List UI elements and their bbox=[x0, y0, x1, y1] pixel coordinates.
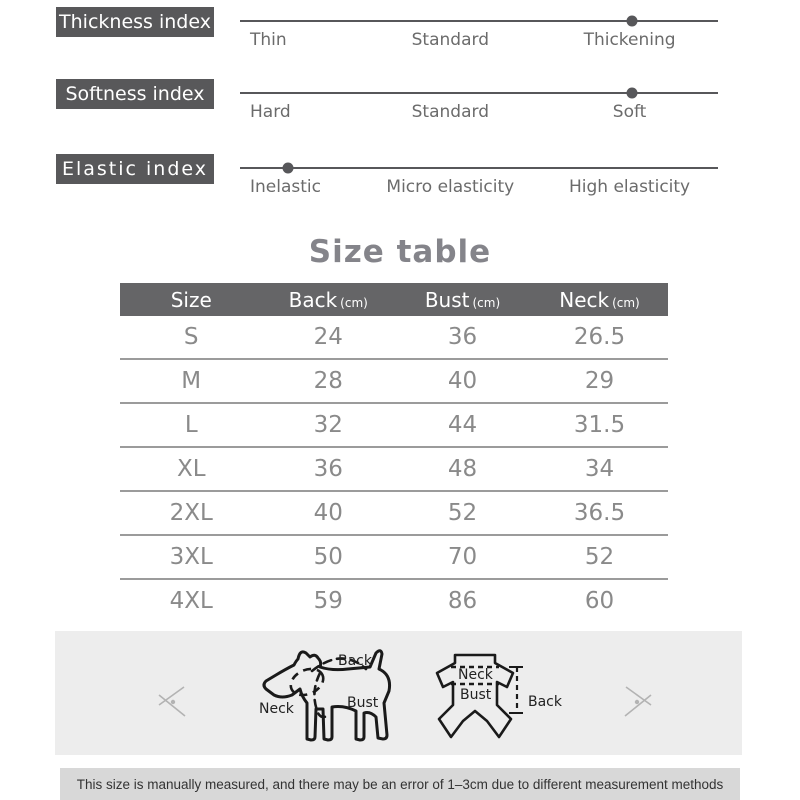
garment-back-label: Back bbox=[528, 694, 562, 710]
column-header-size: Size bbox=[170, 287, 212, 312]
garment-bust-label: Bust bbox=[460, 687, 492, 703]
scale-option: Soft bbox=[612, 102, 647, 122]
decorative-cross-right-icon bbox=[620, 682, 656, 720]
value-cell: 36 bbox=[447, 324, 478, 350]
size-table-title: Size table bbox=[308, 234, 492, 270]
garment-neck-label: Neck bbox=[458, 667, 493, 683]
value-cell: 26.5 bbox=[573, 324, 626, 350]
dog-bust-label: Bust bbox=[347, 695, 379, 711]
scale-track bbox=[240, 92, 718, 94]
softness-index-row bbox=[0, 72, 800, 144]
value-cell: 31.5 bbox=[573, 412, 626, 438]
scale-option: Standard bbox=[411, 102, 489, 122]
softness-scale bbox=[240, 72, 718, 144]
table-row bbox=[120, 446, 668, 490]
value-cell: 40 bbox=[447, 368, 478, 394]
scale-option: Thin bbox=[250, 30, 287, 50]
scale-option: Hard bbox=[250, 102, 291, 122]
decorative-cross-left-icon bbox=[154, 682, 190, 720]
size-cell: 4XL bbox=[169, 588, 213, 614]
value-cell: 44 bbox=[447, 412, 478, 438]
column-header-neck: Neck (cm) bbox=[559, 287, 640, 312]
value-cell: 28 bbox=[313, 368, 343, 394]
table-row bbox=[120, 316, 668, 358]
value-cell: 52 bbox=[447, 500, 478, 526]
value-cell: 60 bbox=[584, 588, 615, 614]
scale-option: Standard bbox=[411, 30, 489, 50]
thickness-index-label: Thickness index bbox=[56, 7, 214, 37]
thickness-index-row bbox=[0, 0, 800, 72]
scale-options bbox=[240, 177, 718, 201]
value-cell: 59 bbox=[313, 588, 343, 614]
size-cell: S bbox=[183, 324, 199, 350]
elastic-scale bbox=[240, 147, 718, 219]
value-cell: 34 bbox=[584, 456, 615, 482]
scale-track bbox=[240, 167, 718, 169]
scale-options bbox=[240, 30, 718, 54]
scale-dot bbox=[282, 163, 293, 174]
table-row bbox=[120, 534, 668, 578]
scale-dot bbox=[626, 88, 637, 99]
size-cell: M bbox=[181, 368, 202, 394]
size-cell: 3XL bbox=[169, 544, 213, 570]
column-header-back: Back (cm) bbox=[288, 287, 368, 312]
scale-dot bbox=[626, 16, 637, 27]
value-cell: 36.5 bbox=[573, 500, 626, 526]
scale-option: Thickening bbox=[583, 30, 676, 50]
size-table bbox=[120, 283, 668, 622]
table-row bbox=[120, 578, 668, 622]
dog-neck-label: Neck bbox=[259, 701, 294, 717]
elastic-index-label: Elastic index bbox=[56, 154, 214, 184]
table-row bbox=[120, 358, 668, 402]
value-cell: 32 bbox=[313, 412, 343, 438]
dog-back-label: Back bbox=[338, 653, 372, 669]
value-cell: 70 bbox=[447, 544, 478, 570]
column-header-bust: Bust (cm) bbox=[424, 287, 501, 312]
size-cell: L bbox=[184, 412, 198, 438]
size-cell: XL bbox=[176, 456, 206, 482]
table-row bbox=[120, 490, 668, 534]
size-table-rows bbox=[120, 316, 668, 622]
value-cell: 86 bbox=[447, 588, 478, 614]
footer-note: This size is manually measured, and there may be an error of 1–3cm due to different measurement methods bbox=[60, 768, 740, 800]
value-cell: 40 bbox=[313, 500, 343, 526]
measurement-diagram bbox=[55, 631, 742, 755]
scale-option: Inelastic bbox=[250, 177, 321, 197]
value-cell: 36 bbox=[313, 456, 343, 482]
value-cell: 24 bbox=[313, 324, 343, 350]
scale-track bbox=[240, 20, 718, 22]
size-cell: 2XL bbox=[169, 500, 213, 526]
scale-options bbox=[240, 102, 718, 126]
table-row bbox=[120, 402, 668, 446]
value-cell: 48 bbox=[447, 456, 478, 482]
value-cell: 50 bbox=[313, 544, 343, 570]
value-cell: 52 bbox=[584, 544, 615, 570]
value-cell: 29 bbox=[584, 368, 615, 394]
elastic-index-row bbox=[0, 147, 800, 219]
scale-option: Micro elasticity bbox=[386, 177, 515, 197]
thickness-scale bbox=[240, 0, 718, 72]
scale-option: High elasticity bbox=[569, 177, 691, 197]
size-table-header bbox=[120, 283, 668, 316]
softness-index-label: Softness index bbox=[56, 79, 214, 109]
